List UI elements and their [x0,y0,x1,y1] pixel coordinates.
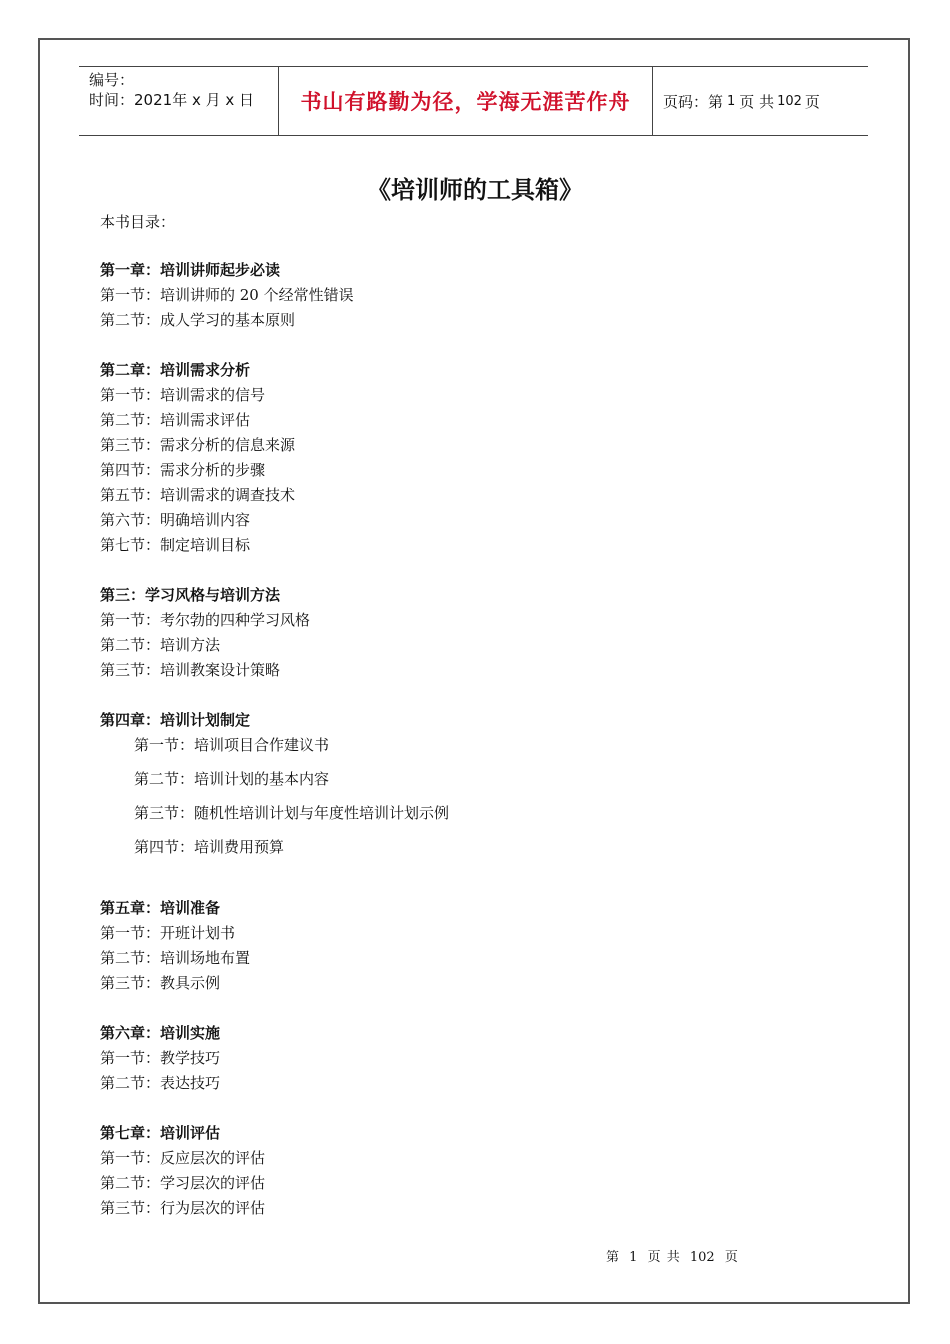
page-header [79,66,868,136]
section-item: 第二节：培训计划的基本内容 [134,770,330,788]
section-item: 第六节：明确培训内容 [100,511,251,529]
spacer [100,1096,820,1121]
section-item: 第一节：开班计划书 [100,924,236,942]
section-item: 第二节：成人学习的基本原则 [100,311,296,329]
chapter-heading: 第五章：培训准备 [100,899,221,917]
footer-suffix: 页 [724,1250,738,1265]
spacer [100,860,820,896]
spacer [100,333,820,358]
document-number-label: 编号： [89,71,135,89]
section-item: 第二节：学习层次的评估 [100,1174,266,1192]
document-date: 时间：2021年 x 月 x 日 [89,91,255,109]
page-footer [606,1246,742,1265]
chapter-heading: 第三：学习风格与培训方法 [100,586,281,604]
section-item: 第二节：培训场地布置 [100,949,251,967]
section-item: 第二节：培训方法 [100,636,221,654]
section-item: 第三节：随机性培训计划与年度性培训计划示例 [134,804,450,822]
section-item: 第一节：培训项目合作建议书 [134,736,330,754]
footer-page-total: 102 [689,1250,715,1265]
header-page-mid: 页 共 [739,92,775,111]
section-item: 第三节：培训教案设计策略 [100,661,281,679]
section-item: 第四节：需求分析的步骤 [100,461,266,479]
spacer [100,996,820,1021]
section-item: 第七节：制定培训目标 [100,536,251,554]
table-of-contents [100,258,820,1221]
header-motto: 书山有路勤为径，学海无涯苦作舟 [300,89,631,114]
section-item: 第二节：表达技巧 [100,1074,221,1092]
header-info-cell [79,67,279,135]
section-item: 第四节：培训费用预算 [134,838,285,856]
section-item: 第三节：行为层次的评估 [100,1199,266,1217]
toc-intro: 本书目录： [100,213,176,231]
chapter-heading: 第六章：培训实施 [100,1024,221,1042]
header-page-label: 页码：第 [663,92,724,111]
section-item: 第一节：反应层次的评估 [100,1149,266,1167]
section-item: 第一节：教学技巧 [100,1049,221,1067]
section-item: 第二节：培训需求评估 [100,411,251,429]
spacer [100,558,820,583]
header-page-cell [653,67,868,135]
footer-mid: 页 共 [647,1250,680,1265]
chapter-heading: 第一章：培训讲师起步必读 [100,261,281,279]
header-page-end: 页 [804,92,820,111]
section-item: 第三节：需求分析的信息来源 [100,436,296,454]
section-item: 第五节：培训需求的调查技术 [100,486,296,504]
section-item: 第一节：培训需求的信号 [100,386,266,404]
footer-prefix: 第 [606,1250,620,1265]
chapter-heading: 第二章：培训需求分析 [100,361,251,379]
footer-page-number: 1 [629,1250,638,1265]
document-title: 《培训师的工具箱》 [367,175,583,204]
header-motto-cell [279,67,653,135]
chapter-heading: 第七章：培训评估 [100,1124,221,1142]
section-item: 第三节：教具示例 [100,974,221,992]
header-page-number: 1 [727,93,736,109]
section-item: 第一节：考尔勃的四种学习风格 [100,611,311,629]
header-page-total: 102 [777,93,802,109]
chapter-heading: 第四章：培训计划制定 [100,711,251,729]
spacer [100,683,820,708]
section-item: 第一节：培训讲师的 20 个经常性错误 [100,286,354,304]
